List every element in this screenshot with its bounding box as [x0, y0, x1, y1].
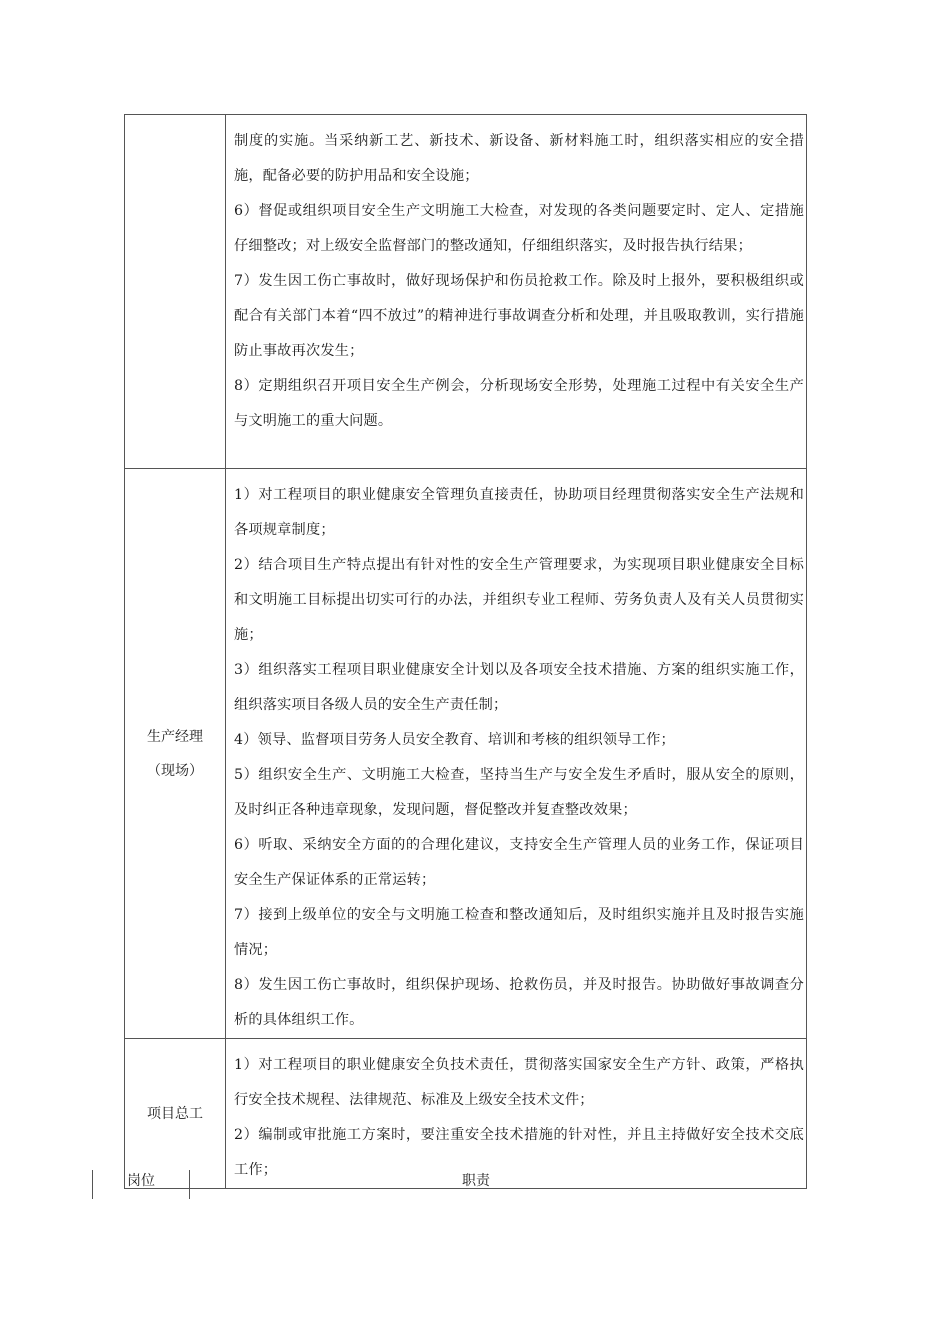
post-name: （现场） — [147, 762, 203, 779]
post-cell — [125, 115, 226, 469]
header-left-border — [92, 1170, 93, 1199]
duty-item: 7）接到上级单位的安全与文明施工检查和整改通知后，及时组织实施并且及时报告实施情况； — [234, 907, 804, 958]
duty-item: 3）组织落实工程项目职业健康安全计划以及各项安全技术措施、方案的组织实施工作，组织落实项目各级人员的安全生产责任制； — [234, 662, 804, 713]
duty-item: 1）对工程项目的职业健康安全负技术责任，贯彻落实国家安全生产方针、政策，严格执行安全技术规程、法律规范、标准及上级安全技术文件； — [234, 1057, 804, 1108]
post-name: 生产经理 — [147, 728, 203, 745]
post-cell — [125, 1039, 226, 1189]
responsibility-table — [124, 114, 807, 1189]
duty-item: 6）督促或组织项目安全生产文明施工大检查，对发现的各类问题要定时、定人、定措施仔细整改；对上级安全监督部门的整改通知，仔细组织落实，及时报告执行结果； — [234, 203, 804, 254]
header-divider — [189, 1170, 190, 1199]
duty-item: 4）领导、监督项目劳务人员安全教育、培训和考核的组织领导工作； — [234, 732, 675, 748]
duty-item: 2）编制或审批施工方案时，要注重安全技术措施的针对性，并且主持做好安全技术交底工作； — [234, 1127, 804, 1178]
post-name: 项目总工 — [147, 1105, 203, 1122]
post-cell — [125, 469, 226, 1039]
duty-item: 6）听取、采纳安全方面的的合理化建议，支持安全生产管理人员的业务工作，保证项目安全生产保证体系的正常运转； — [234, 837, 804, 888]
table-header-row — [0, 1170, 950, 1200]
table-row — [125, 1039, 807, 1189]
duty-cell — [226, 469, 807, 1039]
duty-cell — [226, 1039, 807, 1189]
header-post-label: 岗位 — [127, 1173, 155, 1189]
duty-cell — [226, 115, 807, 469]
duty-item: 制度的实施。当采纳新工艺、新技术、新设备、新材料施工时，组织落实相应的安全措施，配备必要的防护用品和安全设施； — [234, 133, 804, 184]
table-row — [125, 469, 807, 1039]
duty-item: 2）结合项目生产特点提出有针对性的安全生产管理要求，为实现项目职业健康安全目标和文明施工目标提出切实可行的办法，并组织专业工程师、劳务负责人及有关人员贯彻实施； — [234, 557, 804, 643]
table-row — [125, 115, 807, 469]
duty-item: 5）组织安全生产、文明施工大检查，坚持当生产与安全发生矛盾时，服从安全的原则，及时纠正各种违章现象，发现问题，督促整改并复查整改效果； — [234, 767, 804, 818]
duty-item: 8）定期组织召开项目安全生产例会，分析现场安全形势，处理施工过程中有关安全生产与文明施工的重大问题。 — [234, 378, 804, 429]
duty-item: 8）发生因工伤亡事故时，组织保护现场、抢救伤员，并及时报告。协助做好事故调查分析的具体组织工作。 — [234, 977, 804, 1028]
duty-item: 1）对工程项目的职业健康安全管理负直接责任，协助项目经理贯彻落实安全生产法规和各项规章制度； — [234, 487, 804, 538]
header-duty-label: 职责 — [462, 1173, 490, 1189]
duty-item: 7）发生因工伤亡事故时，做好现场保护和伤员抢救工作。除及时上报外，要积极组织或配合有关部门本着“四不放过”的精神进行事故调查分析和处理，并且吸取教训，实行措施防止事故再次发生； — [234, 273, 804, 359]
